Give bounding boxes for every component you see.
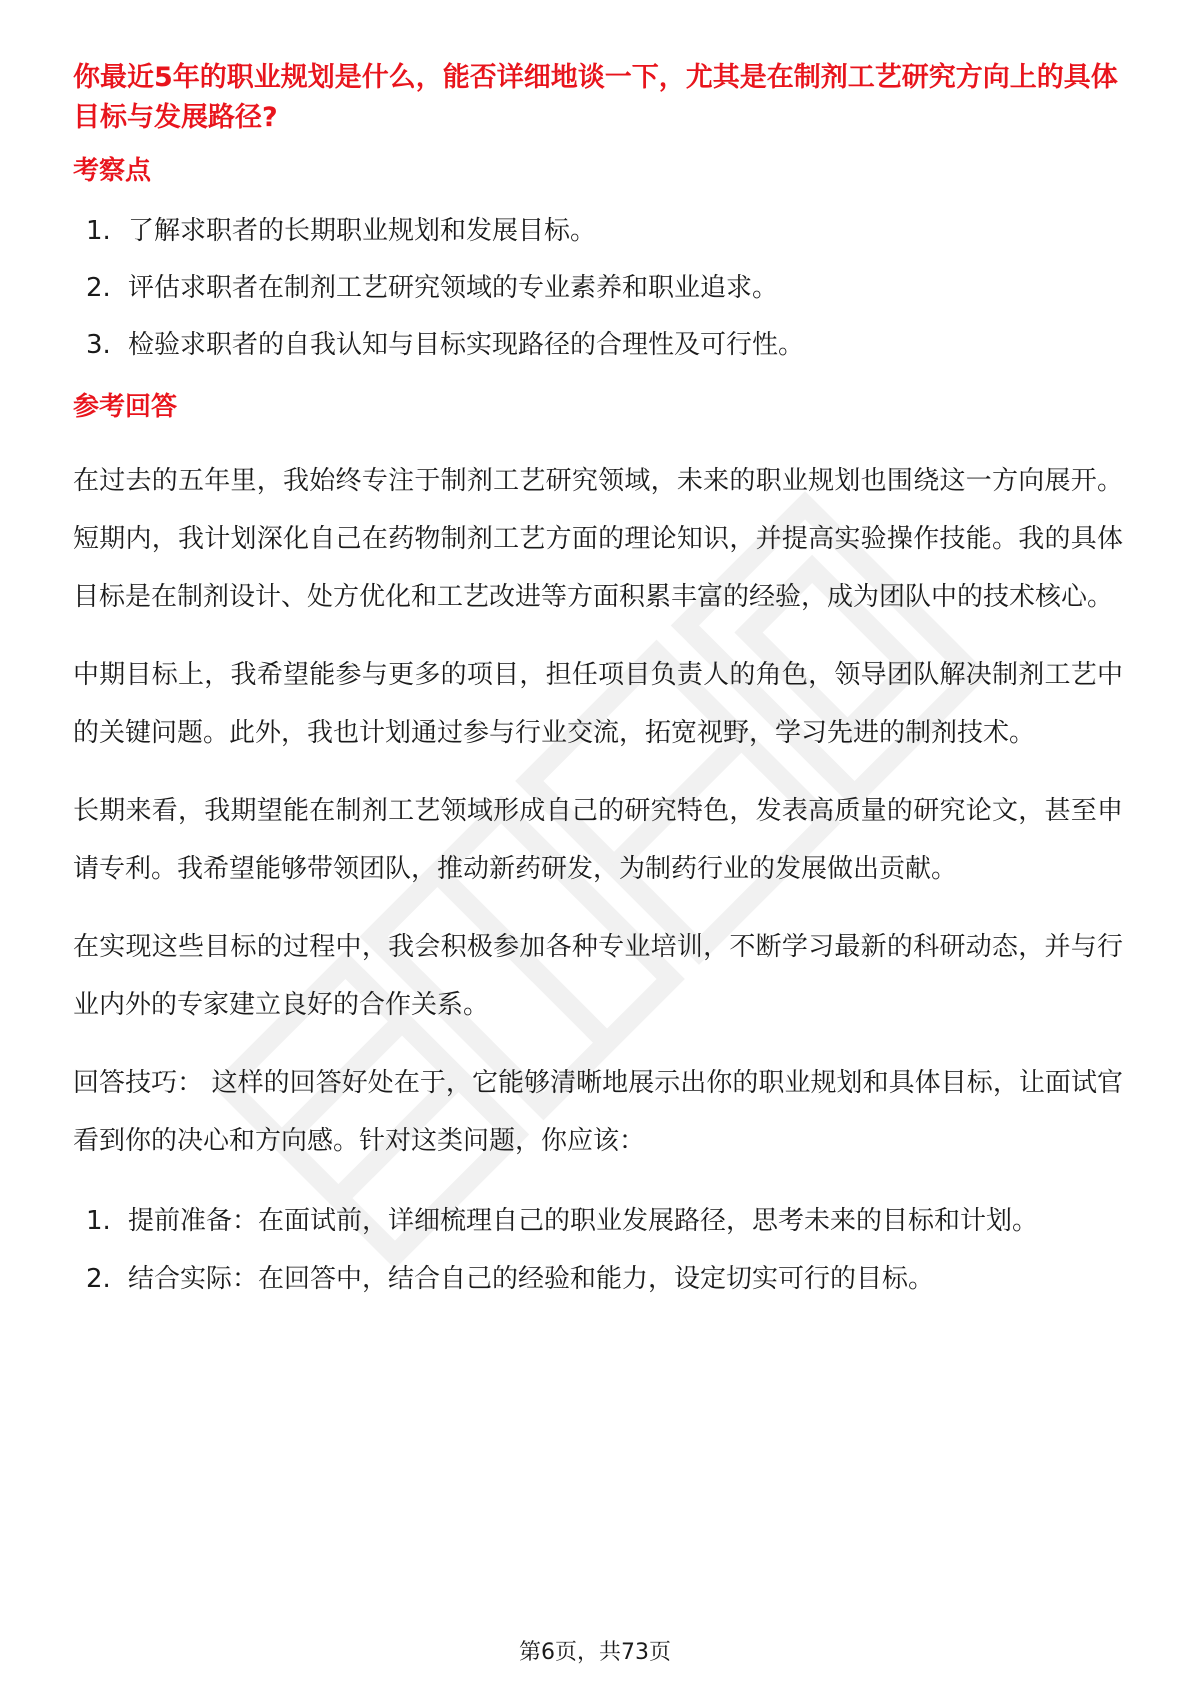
points-list [73, 211, 1123, 365]
question-title: 你最近5年的职业规划是什么，能否详细地谈一下，尤其是在制剂工艺研究方向上的具体目标与发展路径? [73, 62, 1118, 133]
list-number: 1. [86, 1206, 111, 1236]
answer-paragraph: 长期来看，我期望能在制剂工艺领域形成自己的研究特色，发表高质量的研究论文，甚至申请专利。我希望能够带领团队，推动新药研发，为制药行业的发展做出贡献。 [73, 796, 1123, 884]
list-number: 2. [86, 273, 111, 303]
list-item-text: 了解求职者的长期职业规划和发展目标。 [128, 216, 597, 246]
list-item-text: 检验求职者的自我认知与目标实现路径的合理性及可行性。 [128, 330, 805, 360]
tips-intro: 回答技巧： 这样的回答好处在于，它能够清晰地展示出你的职业规划和具体目标，让面试官看到你的决心和方向感。针对这类问题，你应该： [73, 1068, 1123, 1156]
list-item-text: 提前准备：在面试前，详细梳理自己的职业发展路径，思考未来的目标和计划。 [128, 1206, 1039, 1236]
list-item [73, 1192, 1123, 1250]
list-item-text: 评估求职者在制剂工艺研究领域的专业素养和职业追求。 [128, 273, 779, 303]
list-item-text: 结合实际：在回答中，结合自己的经验和能力，设定切实可行的目标。 [128, 1264, 935, 1294]
document-page [73, 58, 1123, 1308]
list-item [73, 325, 1123, 365]
list-item [73, 1250, 1123, 1308]
list-number: 1. [86, 216, 111, 246]
answer-paragraph: 在过去的五年里，我始终专注于制剂工艺研究领域，未来的职业规划也围绕这一方向展开。短期内，我计划深化自己在药物制剂工艺方面的理论知识，并提高实验操作技能。我的具体目标是在制剂设计、处方优化和工艺改进等方面积累丰富的经验，成为团队中的技术核心。 [73, 466, 1123, 612]
points-heading: 考察点 [73, 156, 152, 186]
list-number: 3. [86, 330, 111, 360]
list-item [73, 268, 1123, 308]
tips-list [73, 1192, 1123, 1308]
answer-heading: 参考回答 [73, 392, 178, 422]
list-item [73, 211, 1123, 251]
page-footer: 第6页，共73页 [519, 1640, 671, 1665]
answer-paragraph: 中期目标上，我希望能参与更多的项目，担任项目负责人的角色，领导团队解决制剂工艺中的关键问题。此外，我也计划通过参与行业交流，拓宽视野，学习先进的制剂技术。 [73, 660, 1123, 748]
list-number: 2. [86, 1264, 111, 1294]
answer-paragraph: 在实现这些目标的过程中，我会积极参加各种专业培训，不断学习最新的科研动态，并与行业内外的专家建立良好的合作关系。 [73, 932, 1123, 1020]
